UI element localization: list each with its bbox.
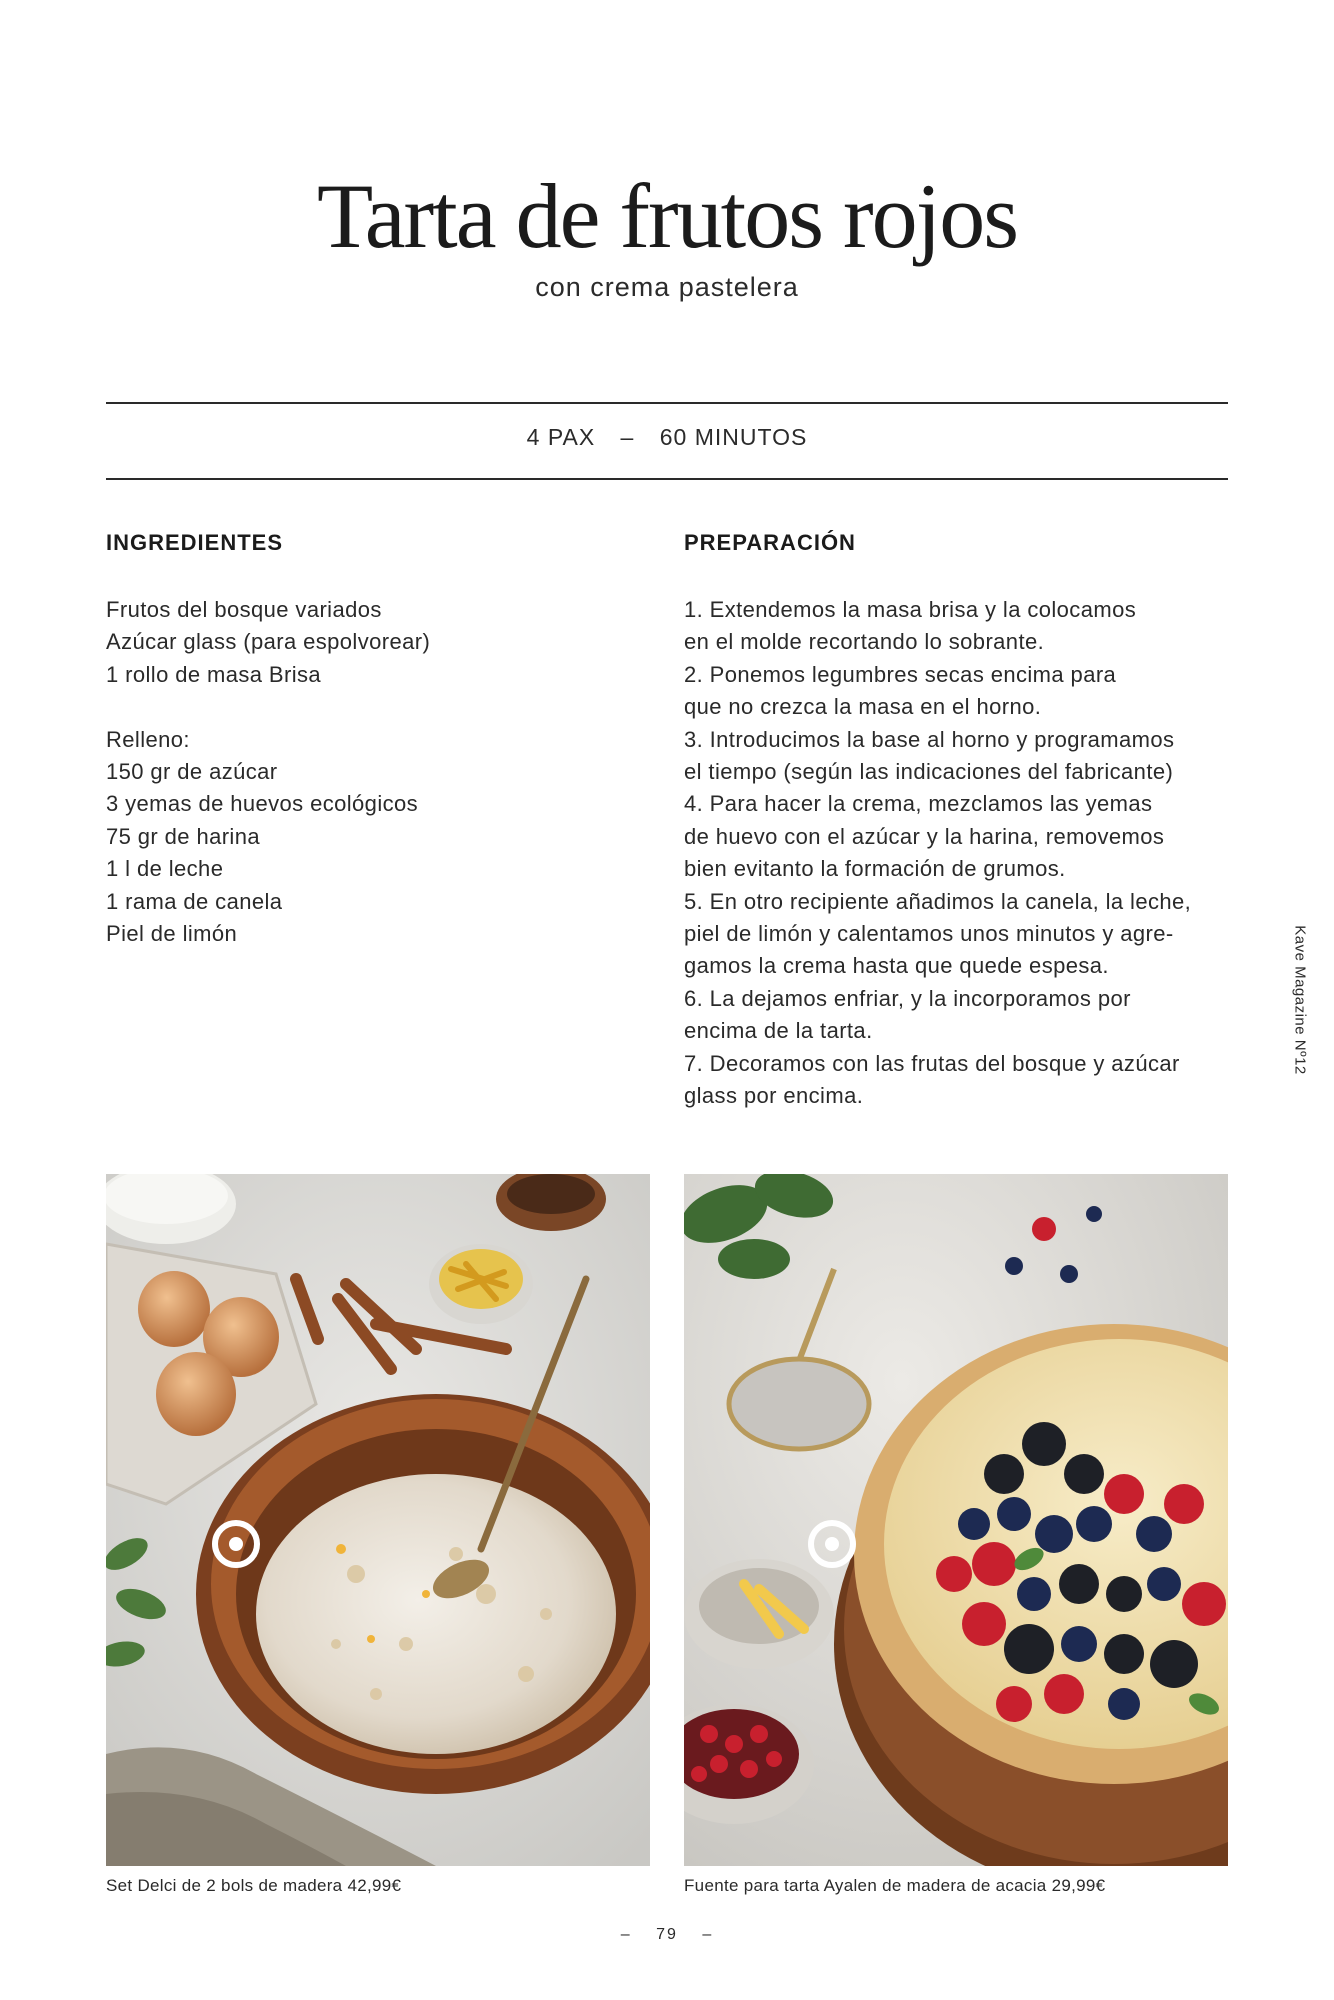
step-line: bien evitanto la formación de grumos. xyxy=(684,856,1066,882)
ingredient-item: 1 rama de canela xyxy=(106,888,283,914)
servings: 4 PAX xyxy=(526,424,596,450)
step-line: 2. Ponemos legumbres secas encima para xyxy=(684,661,1117,687)
ingredient-item: Azúcar glass (para espolvorear) xyxy=(106,629,431,655)
page-dash-left: – xyxy=(620,1926,632,1943)
preparation-heading: PREPARACIÓN xyxy=(684,530,856,555)
step-line: que no crezca la masa en el horno. xyxy=(684,694,1042,720)
step-line: el tiempo (según las indicaciones del fabricante) xyxy=(684,759,1174,785)
preparation-steps xyxy=(684,594,1244,1113)
step-line: 3. Introducimos la base al horno y programamos xyxy=(684,726,1175,752)
cook-time: 60 MINUTOS xyxy=(659,424,808,450)
magazine-sidebar-text: Kave Magazine Nº12 xyxy=(1291,925,1309,1075)
step-line: 6. La dejamos enfriar, y la incorporamos por xyxy=(684,985,1131,1011)
photo-mixing-bowl xyxy=(106,1174,650,1866)
ingredients-heading: INGREDIENTES xyxy=(106,530,284,555)
step-line: piel de limón y calentamos unos minutos y agre- xyxy=(684,921,1174,947)
ingredient-item: 150 gr de azúcar xyxy=(106,759,278,785)
ingredient-item: 1 rollo de masa Brisa xyxy=(106,661,322,687)
top-rule xyxy=(106,402,1228,404)
step-line: 1. Extendemos la masa brisa y la colocamos xyxy=(684,597,1137,622)
ingredient-item: Piel de limón xyxy=(106,921,238,947)
ingredient-item: Frutos del bosque variados xyxy=(106,597,382,622)
ingredients-list xyxy=(106,594,626,950)
step-line: 4. Para hacer la crema, mezclamos las yemas xyxy=(684,791,1153,817)
step-line: 5. En otro recipiente añadimos la canela, la leche, xyxy=(684,888,1192,914)
recipe-subtitle: con crema pastelera xyxy=(535,272,799,302)
step-line: encima de la tarta. xyxy=(684,1018,873,1044)
recipe-title: Tarta de frutos rojos xyxy=(316,165,1018,267)
left-photo-caption: Set Delci de 2 bols de madera 42,99€ xyxy=(106,1876,402,1895)
ingredient-item: 75 gr de harina xyxy=(106,823,260,849)
step-line: gamos la crema hasta que quede espesa. xyxy=(684,953,1109,979)
step-line: de huevo con el azúcar y la harina, removemos xyxy=(684,823,1165,849)
page-dash-right: – xyxy=(702,1926,714,1943)
step-line: glass por encima. xyxy=(684,1083,864,1109)
step-line: 7. Decoramos con las frutas del bosque y azúcar xyxy=(684,1050,1180,1076)
right-photo-caption: Fuente para tarta Ayalen de madera de acacia 29,99€ xyxy=(684,1876,1106,1895)
meta-separator: – xyxy=(620,424,635,450)
recipe-meta xyxy=(0,424,1334,451)
ingredient-item: 3 yemas de huevos ecológicos xyxy=(106,791,419,817)
bottom-rule xyxy=(106,478,1228,480)
ingredient-item: 1 l de leche xyxy=(106,856,224,882)
step-line: en el molde recortando lo sobrante. xyxy=(684,629,1045,655)
page-number-value: 79 xyxy=(656,1926,678,1943)
photo-berry-tart xyxy=(684,1174,1228,1866)
filling-label: Relleno: xyxy=(106,726,190,752)
page-number xyxy=(0,1926,1334,1944)
spacer xyxy=(106,691,626,723)
